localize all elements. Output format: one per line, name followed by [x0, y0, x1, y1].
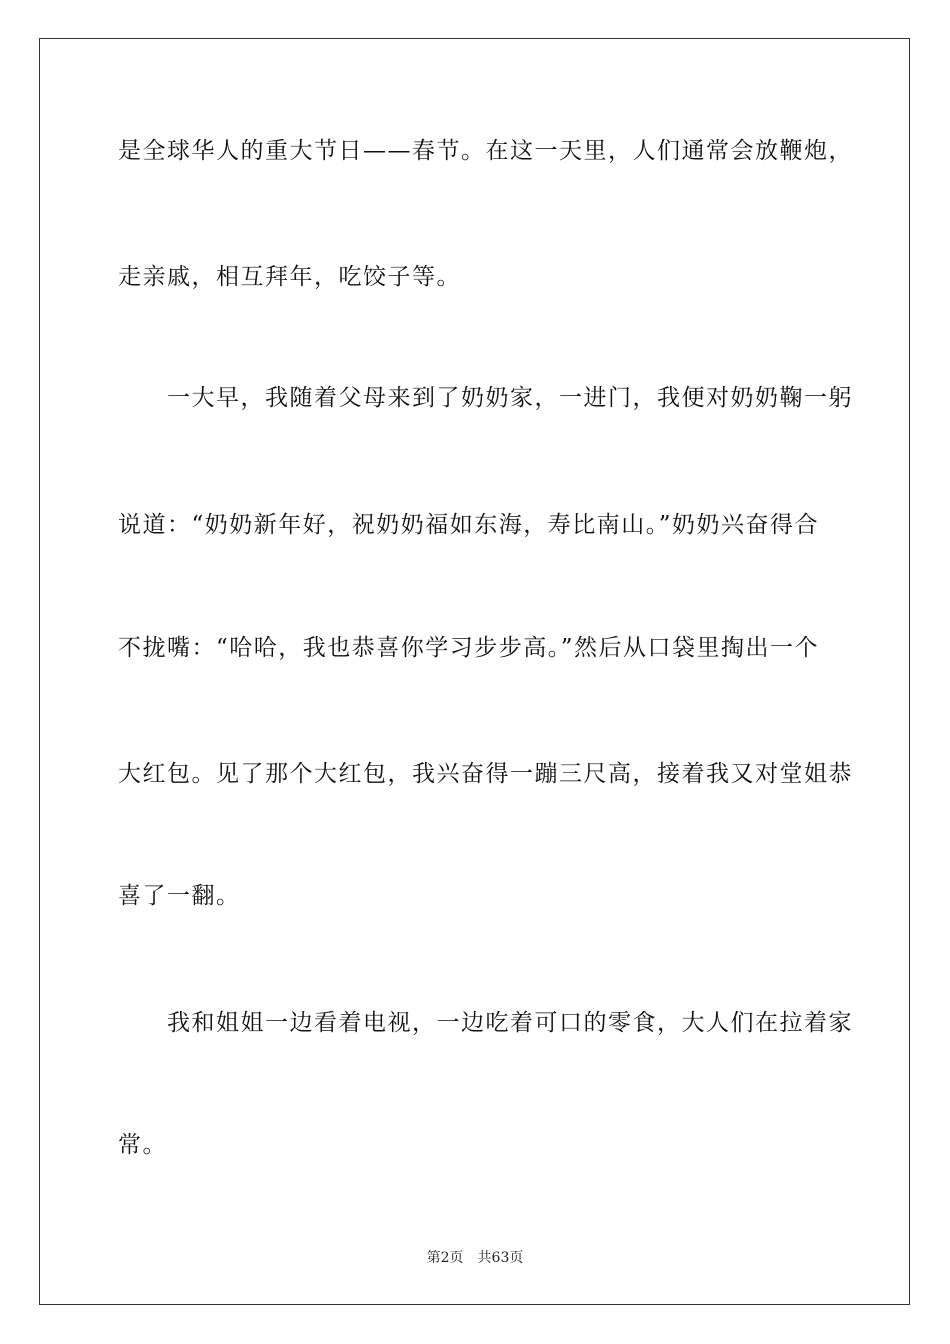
text-line: 我和姐姐一边看着电视，一边吃着可口的零食，大人们在拉着家 [118, 1010, 853, 1036]
page-total: 共63页 [477, 1250, 524, 1266]
page-border [39, 38, 910, 1305]
text-line: 说道：“奶奶新年好，祝奶奶福如东海，寿比南山。”奶奶兴奋得合 [118, 512, 820, 538]
page-footer [0, 1247, 950, 1267]
text-line: 走亲戚，相互拜年，吃饺子等。 [118, 264, 461, 290]
text-line: 常。 [118, 1132, 167, 1158]
text-line: 喜了一翻。 [118, 883, 241, 909]
text-line: 是全球华人的重大节日——春节。在这一天里，人们通常会放鞭炮， [118, 138, 853, 164]
page-number: 第2页 [426, 1250, 464, 1266]
text-line: 不拢嘴：“哈哈，我也恭喜你学习步步高。”然后从口袋里掏出一个 [118, 635, 820, 661]
text-line: 大红包。见了那个大红包，我兴奋得一蹦三尺高，接着我又对堂姐恭 [118, 761, 853, 787]
text-line: 一大早，我随着父母来到了奶奶家，一进门，我便对奶奶鞠一躬 [118, 385, 853, 411]
